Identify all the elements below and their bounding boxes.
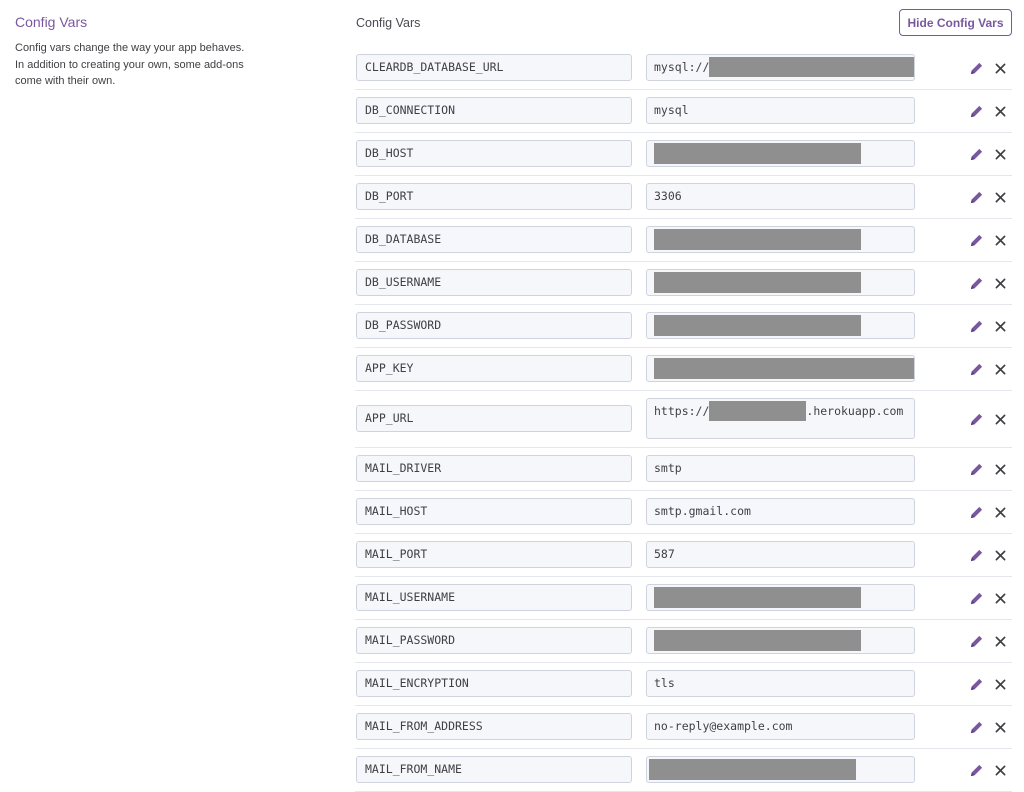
close-icon[interactable] (992, 103, 1008, 119)
row-actions (968, 761, 1008, 779)
close-icon[interactable] (992, 676, 1008, 692)
pencil-icon[interactable] (968, 461, 984, 477)
pencil-icon[interactable] (968, 189, 984, 205)
config-var-key[interactable]: MAIL_ENCRYPTION (356, 670, 632, 697)
close-icon[interactable] (992, 461, 1008, 477)
config-var-value[interactable] (646, 355, 915, 382)
config-var-value[interactable] (646, 584, 915, 611)
redacted-block (649, 759, 856, 780)
row-actions (968, 460, 1008, 478)
config-var-value[interactable]: 587 (646, 541, 915, 568)
pencil-icon[interactable] (968, 411, 984, 427)
value-prefix: https:// (654, 404, 710, 418)
config-var-row (355, 749, 1012, 792)
config-var-row (355, 305, 1012, 348)
pencil-icon[interactable] (968, 275, 984, 291)
config-var-row (355, 391, 1012, 448)
pencil-icon[interactable] (968, 318, 984, 334)
config-var-value[interactable] (646, 627, 915, 654)
config-vars-list (355, 47, 1012, 792)
section-description: Config vars change the way your app behaves. In addition to creating your own, some add-ons come with their own. (15, 42, 245, 87)
config-var-value[interactable] (646, 756, 915, 783)
config-var-row (355, 663, 1012, 706)
config-var-row (355, 706, 1012, 749)
redacted-block (654, 229, 861, 250)
config-var-row (355, 348, 1012, 391)
config-var-row (355, 219, 1012, 262)
config-var-value[interactable]: tls (646, 670, 915, 697)
redacted-block (654, 143, 861, 164)
config-var-key[interactable]: DB_PORT (356, 183, 632, 210)
row-actions (968, 410, 1008, 428)
pencil-icon[interactable] (968, 361, 984, 377)
close-icon[interactable] (992, 633, 1008, 649)
config-var-key[interactable]: MAIL_FROM_ADDRESS (356, 713, 632, 740)
pencil-icon[interactable] (968, 60, 984, 76)
config-var-key[interactable]: DB_PASSWORD (356, 312, 632, 339)
close-icon[interactable] (992, 547, 1008, 563)
close-icon[interactable] (992, 504, 1008, 520)
close-icon[interactable] (992, 60, 1008, 76)
close-icon[interactable] (992, 232, 1008, 248)
pencil-icon[interactable] (968, 762, 984, 778)
row-actions (968, 102, 1008, 120)
config-var-value[interactable]: mysql (646, 97, 915, 124)
config-var-row (355, 90, 1012, 133)
config-var-value[interactable]: smtp.gmail.com (646, 498, 915, 525)
value-suffix: .herokuapp.com (806, 404, 904, 418)
row-actions (968, 503, 1008, 521)
close-icon[interactable] (992, 275, 1008, 291)
config-var-row (355, 176, 1012, 219)
row-actions (968, 632, 1008, 650)
row-actions (968, 718, 1008, 736)
row-actions (968, 317, 1008, 335)
row-actions (968, 145, 1008, 163)
config-var-row (355, 534, 1012, 577)
config-var-key[interactable]: DB_DATABASE (356, 226, 632, 253)
redacted-block (654, 272, 861, 293)
redacted-block (654, 315, 861, 336)
config-var-key[interactable]: DB_CONNECTION (356, 97, 632, 124)
row-actions (968, 675, 1008, 693)
hide-config-vars-button[interactable]: Hide Config Vars (899, 9, 1012, 36)
config-var-row (355, 448, 1012, 491)
pencil-icon[interactable] (968, 504, 984, 520)
pencil-icon[interactable] (968, 676, 984, 692)
row-actions (968, 274, 1008, 292)
config-var-value[interactable] (646, 54, 915, 81)
config-var-row (355, 47, 1012, 90)
pencil-icon[interactable] (968, 103, 984, 119)
value-prefix: mysql:// (654, 60, 710, 74)
row-actions (968, 546, 1008, 564)
pencil-icon[interactable] (968, 719, 984, 735)
row-actions (968, 360, 1008, 378)
config-var-key[interactable]: DB_HOST (356, 140, 632, 167)
config-var-key[interactable]: MAIL_HOST (356, 498, 632, 525)
config-var-value[interactable]: no-reply@example.com (646, 713, 915, 740)
close-icon[interactable] (992, 411, 1008, 427)
config-var-value[interactable]: smtp (646, 455, 915, 482)
pencil-icon[interactable] (968, 547, 984, 563)
close-icon[interactable] (992, 361, 1008, 377)
config-var-key[interactable]: APP_KEY (356, 355, 632, 382)
pencil-icon[interactable] (968, 633, 984, 649)
pencil-icon[interactable] (968, 590, 984, 606)
row-actions (968, 589, 1008, 607)
row-actions (968, 59, 1008, 77)
config-var-key[interactable]: MAIL_FROM_NAME (356, 756, 632, 783)
redacted-block (709, 57, 915, 77)
redacted-block (654, 358, 914, 379)
config-var-key[interactable]: MAIL_PASSWORD (356, 627, 632, 654)
config-var-value[interactable] (646, 140, 915, 167)
config-var-key[interactable]: CLEARDB_DATABASE_URL (356, 54, 632, 81)
config-var-key[interactable]: MAIL_USERNAME (356, 584, 632, 611)
config-var-value[interactable] (646, 312, 915, 339)
config-var-row (355, 577, 1012, 620)
row-actions (968, 188, 1008, 206)
pencil-icon[interactable] (968, 232, 984, 248)
config-var-value[interactable] (646, 226, 915, 253)
pencil-icon[interactable] (968, 146, 984, 162)
redacted-block (654, 630, 861, 651)
close-icon[interactable] (992, 318, 1008, 334)
config-var-value[interactable] (646, 269, 915, 296)
close-icon[interactable] (992, 762, 1008, 778)
config-var-key[interactable]: MAIL_PORT (356, 541, 632, 568)
config-var-key[interactable]: MAIL_DRIVER (356, 455, 632, 482)
close-icon[interactable] (992, 189, 1008, 205)
section-title: Config Vars (15, 14, 88, 30)
config-var-row (355, 262, 1012, 305)
row-actions (968, 231, 1008, 249)
config-var-row (355, 491, 1012, 534)
config-var-key[interactable]: DB_USERNAME (356, 269, 632, 296)
config-var-value[interactable] (646, 398, 915, 439)
close-icon[interactable] (992, 719, 1008, 735)
config-var-key[interactable]: APP_URL (356, 405, 632, 432)
redacted-block (654, 587, 861, 608)
config-vars-heading: Config Vars (356, 16, 421, 30)
close-icon[interactable] (992, 590, 1008, 606)
config-var-value[interactable]: 3306 (646, 183, 915, 210)
redacted-block (709, 401, 806, 421)
config-var-row (355, 133, 1012, 176)
close-icon[interactable] (992, 146, 1008, 162)
config-var-row (355, 620, 1012, 663)
